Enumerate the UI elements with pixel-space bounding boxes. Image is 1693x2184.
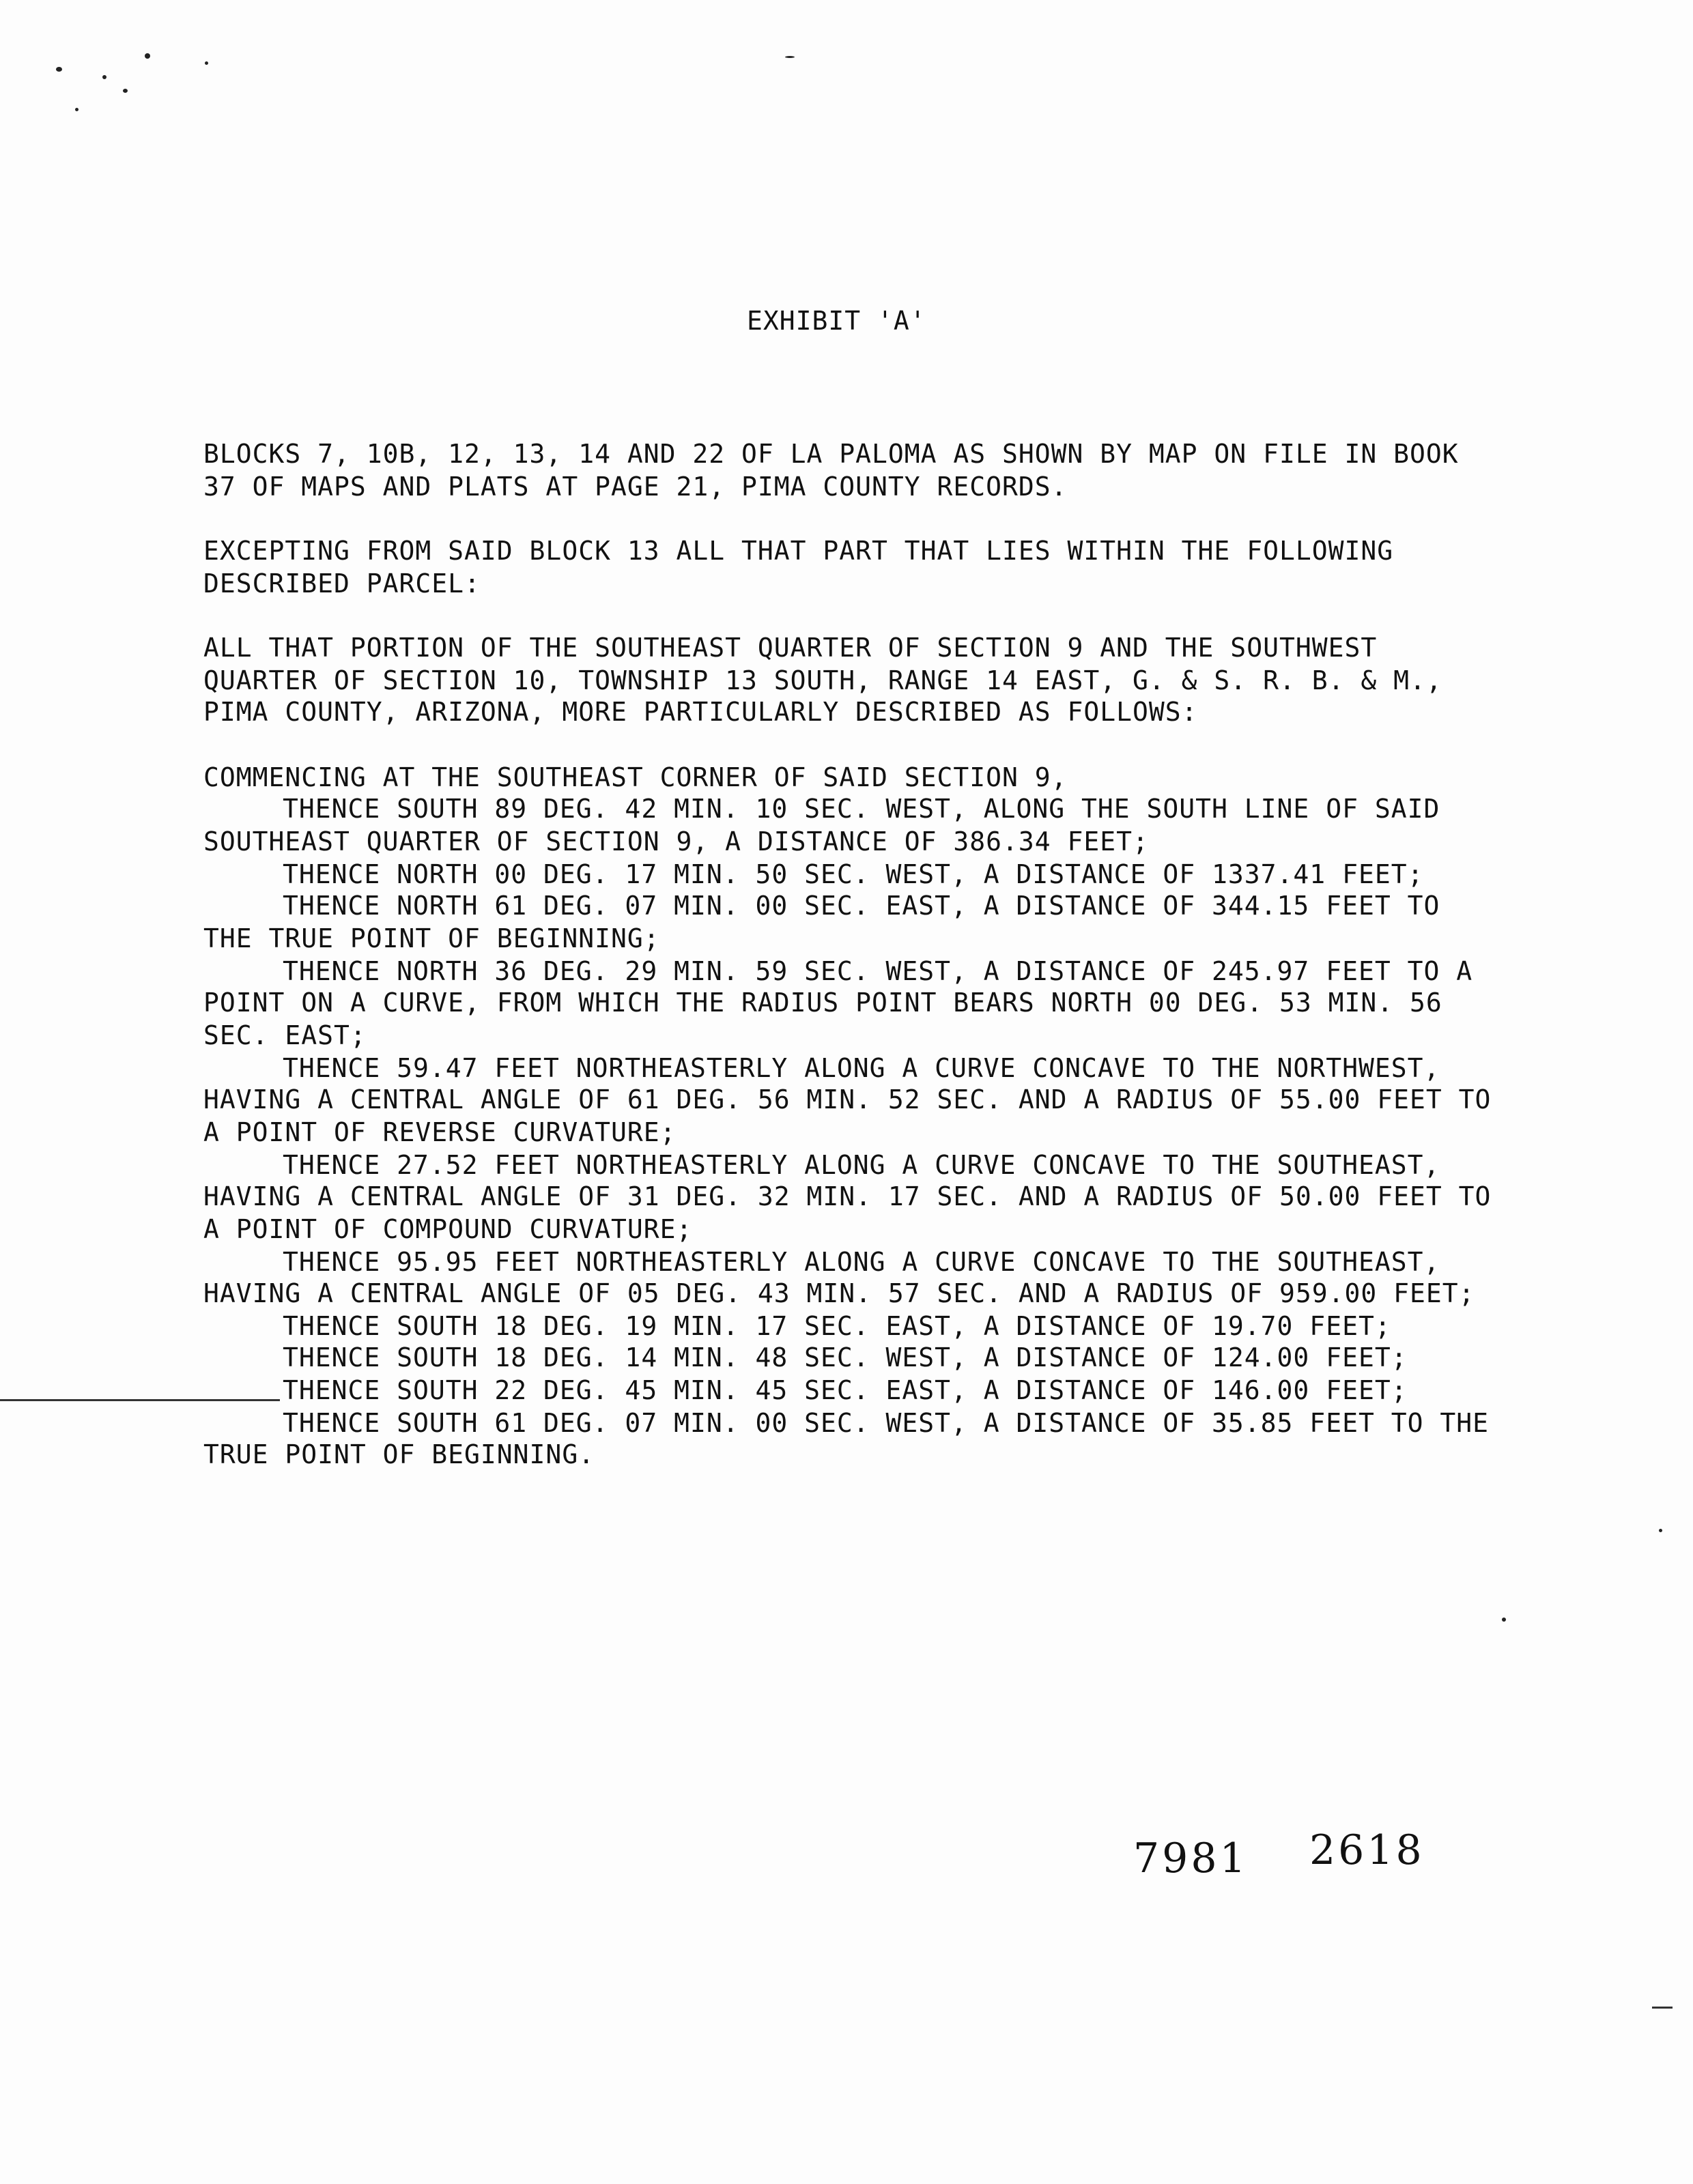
scan-speck: [785, 56, 795, 58]
text-line: THENCE 27.52 FEET NORTHEASTERLY ALONG A CURVE CONCAVE TO THE SOUTHEAST,: [283, 1150, 1440, 1180]
text-line: THE TRUE POINT OF BEGINNING;: [203, 923, 660, 953]
scan-line: [1652, 2007, 1673, 2009]
scan-line: [0, 1399, 280, 1401]
text-line: SOUTHEAST QUARTER OF SECTION 9, A DISTANCE OF 386.34 FEET;: [203, 827, 1149, 857]
scan-speck: [205, 61, 208, 65]
text-line: THENCE SOUTH 61 DEG. 07 MIN. 00 SEC. WEST, A DISTANCE OF 35.85 FEET TO THE: [283, 1408, 1489, 1438]
scan-speck: [56, 67, 62, 72]
text-line: A POINT OF COMPOUND CURVATURE;: [203, 1214, 693, 1244]
text-line: COMMENCING AT THE SOUTHEAST CORNER OF SAID SECTION 9,: [203, 762, 1068, 792]
text-line: PIMA COUNTY, ARIZONA, MORE PARTICULARLY DESCRIBED AS FOLLOWS:: [203, 697, 1198, 727]
text-line: HAVING A CENTRAL ANGLE OF 31 DEG. 32 MIN. 17 SEC. AND A RADIUS OF 50.00 FEET TO: [203, 1181, 1492, 1211]
scan-speck: [102, 75, 106, 79]
text-line: THENCE SOUTH 22 DEG. 45 MIN. 45 SEC. EAST, A DISTANCE OF 146.00 FEET;: [283, 1375, 1408, 1405]
text-line: A POINT OF REVERSE CURVATURE;: [203, 1117, 677, 1147]
scan-speck: [1659, 1529, 1662, 1532]
text-line: THENCE NORTH 61 DEG. 07 MIN. 00 SEC. EAST, A DISTANCE OF 344.15 FEET TO: [283, 891, 1440, 921]
text-line: QUARTER OF SECTION 10, TOWNSHIP 13 SOUTH, RANGE 14 EAST, G. & S. R. B. & M.,: [203, 665, 1442, 695]
text-line: BLOCKS 7, 10B, 12, 13, 14 AND 22 OF LA PALOMA AS SHOWN BY MAP ON FILE IN BOOK: [203, 439, 1459, 469]
text-line: THENCE SOUTH 89 DEG. 42 MIN. 10 SEC. WEST, ALONG THE SOUTH LINE OF SAID: [283, 794, 1440, 824]
text-line: THENCE SOUTH 18 DEG. 19 MIN. 17 SEC. EAST, A DISTANCE OF 19.70 FEET;: [283, 1311, 1391, 1341]
docket-number: 7981: [1133, 1835, 1249, 1882]
scan-speck: [75, 108, 79, 111]
text-line: THENCE 59.47 FEET NORTHEASTERLY ALONG A CURVE CONCAVE TO THE NORTHWEST,: [283, 1053, 1440, 1083]
text-line: SEC. EAST;: [203, 1020, 367, 1050]
text-line: POINT ON A CURVE, FROM WHICH THE RADIUS POINT BEARS NORTH 00 DEG. 53 MIN. 56: [203, 988, 1442, 1018]
text-line: TRUE POINT OF BEGINNING.: [203, 1439, 595, 1469]
text-line: THENCE 95.95 FEET NORTHEASTERLY ALONG A CURVE CONCAVE TO THE SOUTHEAST,: [283, 1247, 1440, 1277]
scan-speck: [145, 53, 150, 59]
page-number: 2618: [1309, 1826, 1425, 1874]
text-line: 37 OF MAPS AND PLATS AT PAGE 21, PIMA COUNTY RECORDS.: [203, 472, 1068, 502]
text-line: THENCE NORTH 00 DEG. 17 MIN. 50 SEC. WEST, A DISTANCE OF 1337.41 FEET;: [283, 859, 1424, 889]
text-line: ALL THAT PORTION OF THE SOUTHEAST QUARTER OF SECTION 9 AND THE SOUTHWEST: [203, 633, 1378, 663]
text-line: DESCRIBED PARCEL:: [203, 569, 481, 599]
text-line: THENCE NORTH 36 DEG. 29 MIN. 59 SEC. WEST, A DISTANCE OF 245.97 FEET TO A: [283, 956, 1473, 986]
text-line: EXCEPTING FROM SAID BLOCK 13 ALL THAT PART THAT LIES WITHIN THE FOLLOWING: [203, 536, 1394, 566]
scan-speck: [1502, 1618, 1506, 1622]
text-line: THENCE SOUTH 18 DEG. 14 MIN. 48 SEC. WEST, A DISTANCE OF 124.00 FEET;: [283, 1342, 1408, 1373]
exhibit-title: EXHIBIT 'A': [747, 306, 926, 336]
text-line: HAVING A CENTRAL ANGLE OF 61 DEG. 56 MIN. 52 SEC. AND A RADIUS OF 55.00 FEET TO: [203, 1084, 1492, 1115]
text-line: HAVING A CENTRAL ANGLE OF 05 DEG. 43 MIN. 57 SEC. AND A RADIUS OF 959.00 FEET;: [203, 1278, 1475, 1308]
scan-speck: [123, 89, 128, 93]
